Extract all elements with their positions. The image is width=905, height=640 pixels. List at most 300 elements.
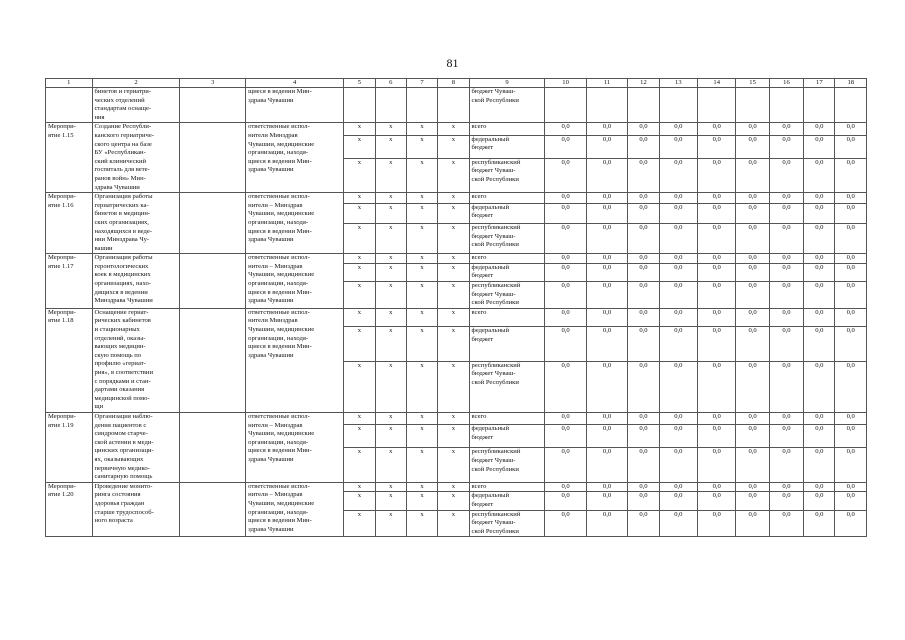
- event-id-cell: Меропри- ятие 1.16: [46, 193, 93, 254]
- col-number-7: 7: [406, 79, 437, 88]
- table-body: [46, 79, 867, 537]
- cont-empty-7: [406, 88, 437, 123]
- amount-cell: 0,0: [769, 425, 803, 448]
- x-mark-cell: x: [344, 492, 375, 510]
- page-number: 81: [446, 56, 459, 70]
- x-mark-cell: x: [406, 412, 437, 424]
- x-mark-cell: x: [438, 425, 469, 448]
- funding-source-cell: всего: [469, 123, 545, 135]
- amount-cell: 0,0: [628, 254, 659, 264]
- amount-cell: 0,0: [804, 492, 835, 510]
- col-number-6: 6: [375, 79, 406, 88]
- amount-cell: 0,0: [628, 482, 659, 492]
- amount-cell: 0,0: [804, 193, 835, 204]
- amount-cell: 0,0: [698, 482, 736, 492]
- amount-cell: 0,0: [586, 254, 627, 264]
- cont-empty-15: [736, 88, 769, 123]
- amount-cell: 0,0: [586, 425, 627, 448]
- amount-cell: 0,0: [736, 492, 769, 510]
- amount-cell: 0,0: [698, 123, 736, 135]
- x-mark-cell: x: [406, 510, 437, 537]
- amount-cell: 0,0: [835, 327, 867, 362]
- x-mark-cell: x: [375, 158, 406, 192]
- amount-cell: 0,0: [736, 158, 769, 192]
- cont-empty-12: [628, 88, 659, 123]
- amount-cell: 0,0: [835, 263, 867, 281]
- x-mark-cell: x: [344, 448, 375, 482]
- amount-cell: 0,0: [659, 308, 697, 326]
- amount-cell: 0,0: [586, 203, 627, 223]
- amount-cell: 0,0: [628, 158, 659, 192]
- funding-source-cell: федеральный бюджет: [469, 263, 545, 281]
- amount-cell: 0,0: [835, 254, 867, 264]
- amount-cell: 0,0: [769, 492, 803, 510]
- x-mark-cell: x: [438, 327, 469, 362]
- amount-cell: 0,0: [804, 263, 835, 281]
- amount-cell: 0,0: [659, 425, 697, 448]
- amount-cell: 0,0: [769, 361, 803, 412]
- x-mark-cell: x: [344, 224, 375, 254]
- cont-empty-5: [344, 88, 375, 123]
- amount-cell: 0,0: [835, 492, 867, 510]
- amount-cell: 0,0: [659, 361, 697, 412]
- amount-cell: 0,0: [586, 123, 627, 135]
- funding-source-cell: федеральный бюджет: [469, 203, 545, 223]
- amount-cell: 0,0: [628, 203, 659, 223]
- col-number-5: 5: [344, 79, 375, 88]
- amount-cell: 0,0: [628, 361, 659, 412]
- x-mark-cell: x: [406, 158, 437, 192]
- amount-cell: 0,0: [545, 448, 586, 482]
- x-mark-cell: x: [438, 263, 469, 281]
- amount-cell: 0,0: [835, 482, 867, 492]
- event-id-cell: Меропри- ятие 1.15: [46, 123, 93, 193]
- x-mark-cell: x: [344, 412, 375, 424]
- amount-cell: 0,0: [698, 425, 736, 448]
- amount-cell: 0,0: [736, 123, 769, 135]
- funding-source-cell: республиканский бюджет Чуваш- ской Республики: [469, 224, 545, 254]
- amount-cell: 0,0: [769, 193, 803, 204]
- amount-cell: 0,0: [628, 123, 659, 135]
- amount-cell: 0,0: [835, 193, 867, 204]
- funding-source-cell: республиканский бюджет Чуваш- ской Республики: [469, 282, 545, 309]
- x-mark-cell: x: [344, 482, 375, 492]
- amount-cell: 0,0: [804, 412, 835, 424]
- amount-cell: 0,0: [769, 203, 803, 223]
- col-number-17: 17: [804, 79, 835, 88]
- event-id-cell: Меропри- ятие 1.18: [46, 308, 93, 412]
- amount-cell: 0,0: [769, 123, 803, 135]
- x-mark-cell: x: [406, 308, 437, 326]
- event-col3-cell: [180, 412, 246, 482]
- x-mark-cell: x: [375, 254, 406, 264]
- event-name-cell: Создание Республи- канского гериатриче- ского центра на базе БУ «Республикан- ский клинический госпиталь для вете- ранов войн» Мин- здрава Чувашии: [92, 123, 180, 193]
- col-number-12: 12: [628, 79, 659, 88]
- funding-source-cell: республиканский бюджет Чуваш- ской Республики: [469, 510, 545, 537]
- amount-cell: 0,0: [628, 412, 659, 424]
- col-number-9: 9: [469, 79, 545, 88]
- x-mark-cell: x: [438, 482, 469, 492]
- amount-cell: 0,0: [835, 510, 867, 537]
- amount-cell: 0,0: [769, 482, 803, 492]
- event-id-cell: Меропри- ятие 1.19: [46, 412, 93, 482]
- amount-cell: 0,0: [545, 135, 586, 158]
- amount-cell: 0,0: [628, 135, 659, 158]
- amount-cell: 0,0: [659, 448, 697, 482]
- x-mark-cell: x: [438, 282, 469, 309]
- funding-source-cell: всего: [469, 254, 545, 264]
- amount-cell: 0,0: [804, 425, 835, 448]
- x-mark-cell: x: [344, 193, 375, 204]
- x-mark-cell: x: [406, 193, 437, 204]
- amount-cell: 0,0: [769, 263, 803, 281]
- cont-col3-cell: [180, 88, 246, 123]
- x-mark-cell: x: [375, 448, 406, 482]
- table-row: [46, 412, 867, 424]
- x-mark-cell: x: [375, 361, 406, 412]
- event-name-cell: Организация работы геронтологических коек в медицинских организациях, нахо- дящихся в ведении Минздрава Чувашии: [92, 254, 180, 309]
- amount-cell: 0,0: [545, 254, 586, 264]
- x-mark-cell: x: [438, 361, 469, 412]
- cont-id-cell: [46, 88, 93, 123]
- event-name-cell: Организация наблю- дения пациентов с синдромом старче- ской астении в меди- цинских организаци- ях, оказывающих первичную медико- санитарную помощь: [92, 412, 180, 482]
- cont-empty-11: [586, 88, 627, 123]
- amount-cell: 0,0: [586, 282, 627, 309]
- amount-cell: 0,0: [769, 135, 803, 158]
- col-number-1: 1: [46, 79, 93, 88]
- amount-cell: 0,0: [769, 510, 803, 537]
- amount-cell: 0,0: [804, 327, 835, 362]
- x-mark-cell: x: [406, 448, 437, 482]
- event-id-cell: Меропри- ятие 1.17: [46, 254, 93, 309]
- amount-cell: 0,0: [586, 158, 627, 192]
- amount-cell: 0,0: [586, 482, 627, 492]
- amount-cell: 0,0: [545, 263, 586, 281]
- col-number-16: 16: [769, 79, 803, 88]
- amount-cell: 0,0: [586, 492, 627, 510]
- x-mark-cell: x: [344, 123, 375, 135]
- amount-cell: 0,0: [545, 327, 586, 362]
- cont-empty-13: [659, 88, 697, 123]
- amount-cell: 0,0: [736, 282, 769, 309]
- funding-source-cell: республиканский бюджет Чуваш- ской Республики: [469, 361, 545, 412]
- amount-cell: 0,0: [628, 492, 659, 510]
- x-mark-cell: x: [438, 492, 469, 510]
- x-mark-cell: x: [375, 412, 406, 424]
- amount-cell: 0,0: [835, 135, 867, 158]
- amount-cell: 0,0: [736, 224, 769, 254]
- col-number-18: 18: [835, 79, 867, 88]
- amount-cell: 0,0: [769, 308, 803, 326]
- amount-cell: 0,0: [804, 361, 835, 412]
- x-mark-cell: x: [344, 263, 375, 281]
- amount-cell: 0,0: [769, 282, 803, 309]
- x-mark-cell: x: [344, 361, 375, 412]
- funding-source-cell: федеральный бюджет: [469, 492, 545, 510]
- event-responsible-cell: ответственные испол- нители – Минздрав Чувашии, медицинские организации, находя- щиеся в ведении Мин- здрава Чувашии: [246, 412, 344, 482]
- amount-cell: 0,0: [659, 482, 697, 492]
- event-col3-cell: [180, 123, 246, 193]
- amount-cell: 0,0: [835, 123, 867, 135]
- amount-cell: 0,0: [804, 224, 835, 254]
- amount-cell: 0,0: [545, 425, 586, 448]
- amount-cell: 0,0: [698, 254, 736, 264]
- amount-cell: 0,0: [736, 361, 769, 412]
- amount-cell: 0,0: [586, 327, 627, 362]
- x-mark-cell: x: [375, 308, 406, 326]
- x-mark-cell: x: [406, 492, 437, 510]
- x-mark-cell: x: [438, 412, 469, 424]
- amount-cell: 0,0: [804, 254, 835, 264]
- amount-cell: 0,0: [698, 282, 736, 309]
- amount-cell: 0,0: [659, 327, 697, 362]
- amount-cell: 0,0: [736, 448, 769, 482]
- amount-cell: 0,0: [659, 224, 697, 254]
- amount-cell: 0,0: [545, 193, 586, 204]
- col-number-4: 4: [246, 79, 344, 88]
- amount-cell: 0,0: [698, 193, 736, 204]
- x-mark-cell: x: [406, 203, 437, 223]
- x-mark-cell: x: [344, 158, 375, 192]
- funding-source-cell: всего: [469, 308, 545, 326]
- amount-cell: 0,0: [698, 158, 736, 192]
- amount-cell: 0,0: [835, 448, 867, 482]
- amount-cell: 0,0: [586, 263, 627, 281]
- event-name-cell: Оснащение гериат- рических кабинетов и стационарных отделений, оказы- вающих медицин- скую помощь по профилю «гериат- рия», в соответствии с порядками и стан- дартами оказания медицинской помо- щи: [92, 308, 180, 412]
- amount-cell: 0,0: [545, 482, 586, 492]
- cont-empty-8: [438, 88, 469, 123]
- amount-cell: 0,0: [769, 224, 803, 254]
- amount-cell: 0,0: [698, 308, 736, 326]
- x-mark-cell: x: [375, 203, 406, 223]
- table-row: [46, 193, 867, 204]
- col-number-2: 2: [92, 79, 180, 88]
- amount-cell: 0,0: [698, 448, 736, 482]
- x-mark-cell: x: [375, 282, 406, 309]
- amount-cell: 0,0: [835, 282, 867, 309]
- event-responsible-cell: ответственные испол- нители – Минздрав Чувашии, медицинские организации, находя- щиеся в ведении Мин- здрава Чувашии: [246, 193, 344, 254]
- x-mark-cell: x: [375, 482, 406, 492]
- amount-cell: 0,0: [804, 123, 835, 135]
- amount-cell: 0,0: [835, 224, 867, 254]
- amount-cell: 0,0: [804, 308, 835, 326]
- amount-cell: 0,0: [586, 193, 627, 204]
- col-number-10: 10: [545, 79, 586, 88]
- col-number-13: 13: [659, 79, 697, 88]
- amount-cell: 0,0: [545, 158, 586, 192]
- amount-cell: 0,0: [736, 203, 769, 223]
- cont-empty-6: [375, 88, 406, 123]
- x-mark-cell: x: [344, 254, 375, 264]
- column-number-row: [46, 79, 867, 88]
- cont-empty-18: [835, 88, 867, 123]
- cont-empty-17: [804, 88, 835, 123]
- amount-cell: 0,0: [586, 361, 627, 412]
- amount-cell: 0,0: [659, 203, 697, 223]
- amount-cell: 0,0: [736, 482, 769, 492]
- amount-cell: 0,0: [659, 193, 697, 204]
- amount-cell: 0,0: [804, 203, 835, 223]
- amount-cell: 0,0: [659, 412, 697, 424]
- amount-cell: 0,0: [804, 135, 835, 158]
- cont-empty-10: [545, 88, 586, 123]
- x-mark-cell: x: [375, 135, 406, 158]
- event-col3-cell: [180, 193, 246, 254]
- x-mark-cell: x: [375, 224, 406, 254]
- event-id-cell: Меропри- ятие 1.20: [46, 482, 93, 537]
- x-mark-cell: x: [375, 263, 406, 281]
- amount-cell: 0,0: [835, 425, 867, 448]
- amount-cell: 0,0: [545, 203, 586, 223]
- x-mark-cell: x: [375, 425, 406, 448]
- x-mark-cell: x: [438, 448, 469, 482]
- x-mark-cell: x: [344, 327, 375, 362]
- x-mark-cell: x: [375, 510, 406, 537]
- amount-cell: 0,0: [586, 308, 627, 326]
- continuation-row: [46, 88, 867, 123]
- x-mark-cell: x: [438, 224, 469, 254]
- amount-cell: 0,0: [736, 193, 769, 204]
- event-col3-cell: [180, 254, 246, 309]
- amount-cell: 0,0: [698, 263, 736, 281]
- x-mark-cell: x: [375, 193, 406, 204]
- event-col3-cell: [180, 308, 246, 412]
- x-mark-cell: x: [438, 158, 469, 192]
- x-mark-cell: x: [438, 203, 469, 223]
- x-mark-cell: x: [344, 510, 375, 537]
- x-mark-cell: x: [406, 425, 437, 448]
- x-mark-cell: x: [375, 327, 406, 362]
- funding-source-cell: республиканский бюджет Чуваш- ской Республики: [469, 158, 545, 192]
- amount-cell: 0,0: [586, 135, 627, 158]
- amount-cell: 0,0: [736, 263, 769, 281]
- x-mark-cell: x: [438, 135, 469, 158]
- funding-source-cell: всего: [469, 482, 545, 492]
- amount-cell: 0,0: [545, 224, 586, 254]
- col-number-11: 11: [586, 79, 627, 88]
- amount-cell: 0,0: [545, 123, 586, 135]
- x-mark-cell: x: [406, 361, 437, 412]
- amount-cell: 0,0: [628, 282, 659, 309]
- amount-cell: 0,0: [586, 510, 627, 537]
- event-name-cell: Организация работы гериатрических ка- бинетов в медицин- ских организациях, находящихся в веде- нии Минздрава Чу- вашии: [92, 193, 180, 254]
- x-mark-cell: x: [406, 135, 437, 158]
- x-mark-cell: x: [344, 135, 375, 158]
- amount-cell: 0,0: [659, 123, 697, 135]
- col-number-8: 8: [438, 79, 469, 88]
- amount-cell: 0,0: [628, 224, 659, 254]
- amount-cell: 0,0: [698, 224, 736, 254]
- funding-source-cell: федеральный бюджет: [469, 425, 545, 448]
- cont-responsible-cell: щиеся в ведении Мин- здрава Чувашии: [246, 88, 344, 123]
- x-mark-cell: x: [406, 263, 437, 281]
- amount-cell: 0,0: [835, 412, 867, 424]
- amount-cell: 0,0: [804, 482, 835, 492]
- funding-source-cell: всего: [469, 193, 545, 204]
- amount-cell: 0,0: [628, 510, 659, 537]
- amount-cell: 0,0: [659, 158, 697, 192]
- event-name-cell: Проведение монито- ринга состояния здоровья граждан старше трудоспособ- ного возраста: [92, 482, 180, 537]
- amount-cell: 0,0: [628, 327, 659, 362]
- x-mark-cell: x: [438, 510, 469, 537]
- x-mark-cell: x: [375, 123, 406, 135]
- amount-cell: 0,0: [736, 425, 769, 448]
- amount-cell: 0,0: [698, 135, 736, 158]
- table-row: [46, 254, 867, 264]
- x-mark-cell: x: [406, 224, 437, 254]
- x-mark-cell: x: [344, 203, 375, 223]
- amount-cell: 0,0: [659, 282, 697, 309]
- x-mark-cell: x: [406, 123, 437, 135]
- funding-source-cell: всего: [469, 412, 545, 424]
- amount-cell: 0,0: [698, 361, 736, 412]
- amount-cell: 0,0: [769, 254, 803, 264]
- x-mark-cell: x: [438, 254, 469, 264]
- amount-cell: 0,0: [586, 448, 627, 482]
- amount-cell: 0,0: [736, 327, 769, 362]
- x-mark-cell: x: [375, 492, 406, 510]
- amount-cell: 0,0: [835, 203, 867, 223]
- funding-source-cell: республиканский бюджет Чуваш- ской Республики: [469, 448, 545, 482]
- amount-cell: 0,0: [736, 510, 769, 537]
- amount-cell: 0,0: [545, 412, 586, 424]
- x-mark-cell: x: [406, 482, 437, 492]
- table-row: [46, 308, 867, 326]
- event-responsible-cell: ответственные испол- нители Минздрав Чувашии, медицинские организации, находя- щиеся в ведении Мин- здрава Чувашии: [246, 123, 344, 193]
- table-row: [46, 123, 867, 135]
- amount-cell: 0,0: [835, 158, 867, 192]
- col-number-3: 3: [180, 79, 246, 88]
- amount-cell: 0,0: [628, 263, 659, 281]
- amount-cell: 0,0: [736, 135, 769, 158]
- cont-source-cell: бюджет Чуваш- ской Республики: [469, 88, 545, 123]
- amount-cell: 0,0: [628, 425, 659, 448]
- table-row: [46, 482, 867, 492]
- amount-cell: 0,0: [736, 412, 769, 424]
- amount-cell: 0,0: [545, 282, 586, 309]
- amount-cell: 0,0: [769, 448, 803, 482]
- amount-cell: 0,0: [736, 254, 769, 264]
- amount-cell: 0,0: [659, 492, 697, 510]
- amount-cell: 0,0: [804, 448, 835, 482]
- x-mark-cell: x: [438, 193, 469, 204]
- amount-cell: 0,0: [698, 492, 736, 510]
- x-mark-cell: x: [406, 327, 437, 362]
- amount-cell: 0,0: [698, 412, 736, 424]
- amount-cell: 0,0: [545, 510, 586, 537]
- amount-cell: 0,0: [769, 327, 803, 362]
- event-col3-cell: [180, 482, 246, 537]
- amount-cell: 0,0: [659, 254, 697, 264]
- funding-source-cell: федеральный бюджет: [469, 135, 545, 158]
- cont-empty-16: [769, 88, 803, 123]
- x-mark-cell: x: [344, 282, 375, 309]
- amount-cell: 0,0: [545, 308, 586, 326]
- amount-cell: 0,0: [586, 412, 627, 424]
- amount-cell: 0,0: [628, 308, 659, 326]
- funding-source-cell: федеральный бюджет: [469, 327, 545, 362]
- amount-cell: 0,0: [698, 203, 736, 223]
- amount-cell: 0,0: [769, 158, 803, 192]
- amount-cell: 0,0: [545, 492, 586, 510]
- amount-cell: 0,0: [659, 135, 697, 158]
- event-responsible-cell: ответственные испол- нители – Минздрав Чувашии, медицинские организации, находя- щиеся в ведении Мин- здрава Чувашии: [246, 482, 344, 537]
- budget-table: [45, 78, 867, 537]
- x-mark-cell: x: [438, 123, 469, 135]
- x-mark-cell: x: [406, 254, 437, 264]
- x-mark-cell: x: [438, 308, 469, 326]
- amount-cell: 0,0: [835, 308, 867, 326]
